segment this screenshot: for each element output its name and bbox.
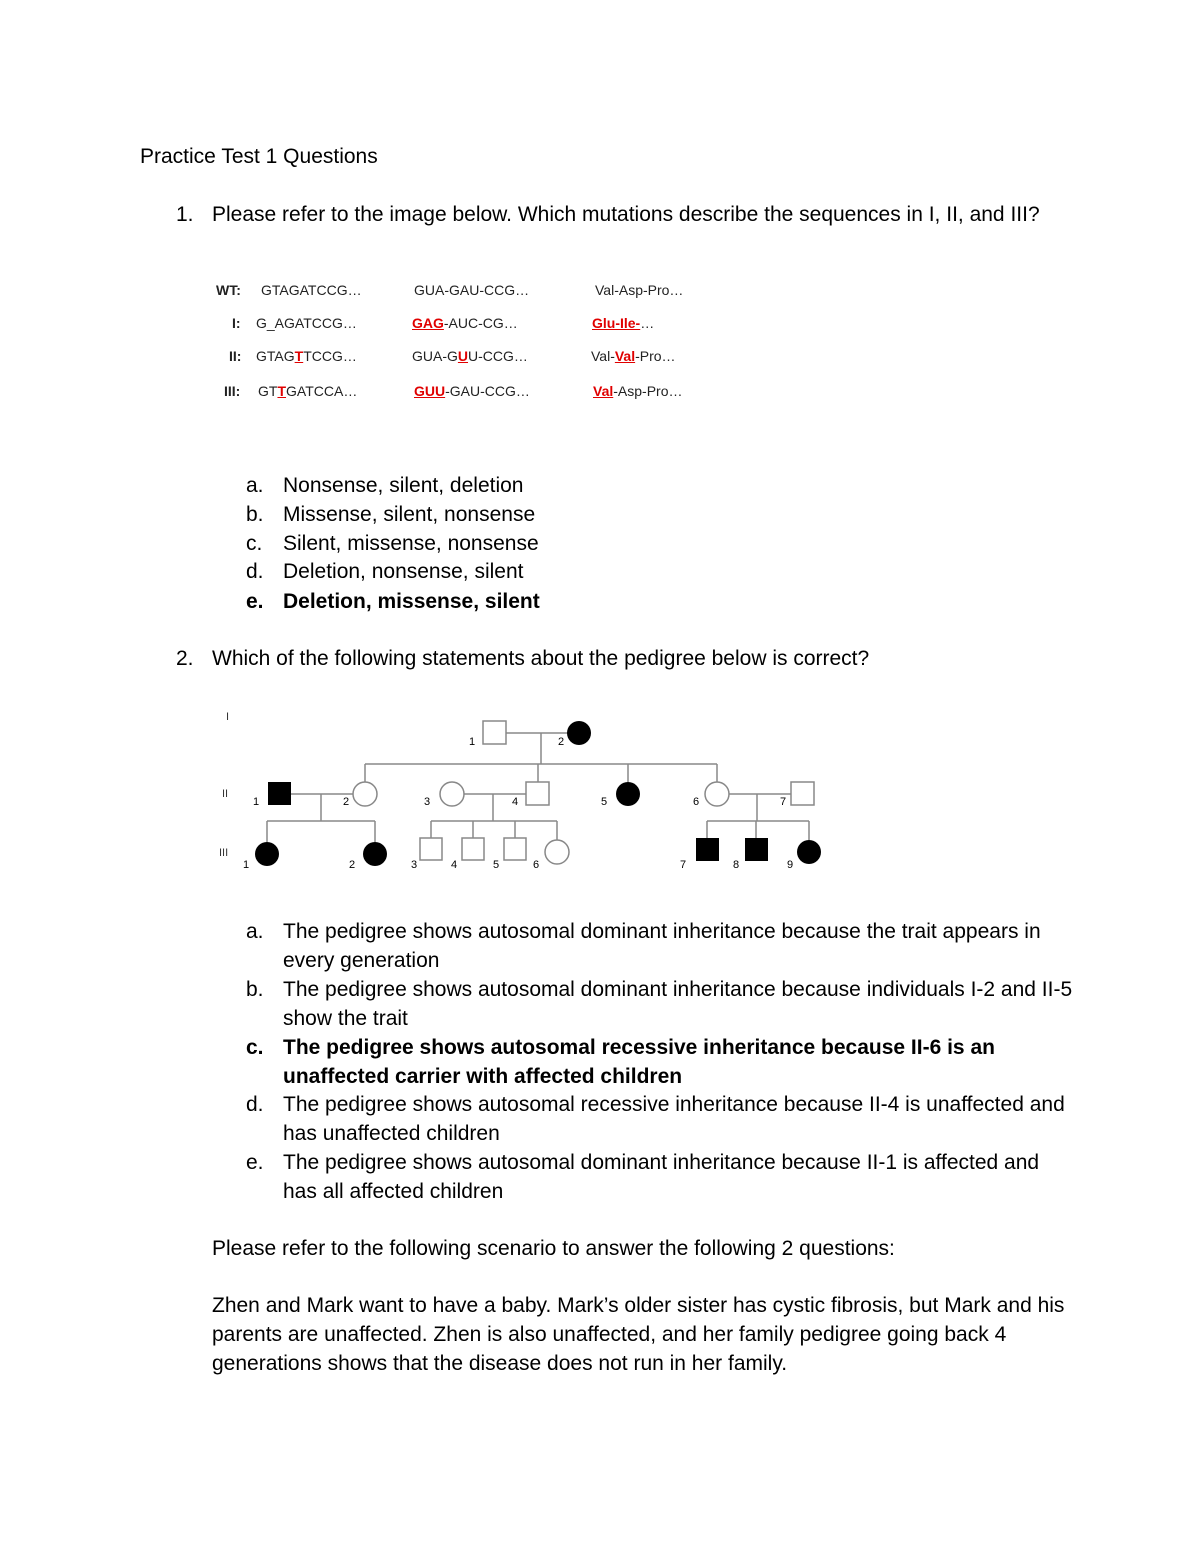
row-ii-protein-mutant: Val [614,348,636,364]
row-ii-rna-a: GUA-G [412,348,458,364]
row-i-rna-rest: -AUC-CG… [443,315,518,331]
q2-option-a: The pedigree shows autosomal dominant inheritance because the trait appears in every generation [283,920,1041,972]
label-gen1-1: 1 [469,736,476,748]
gen3-male-8-affected [745,838,768,861]
q2-option-c-letter: c. [246,1036,264,1059]
q1-option-a-letter: a. [246,474,264,497]
q1-option-a: Nonsense, silent, deletion [283,474,524,497]
row-ii-rna-mutant: U [457,348,469,364]
generation-label-i: I [226,711,230,723]
label-gen2-6: 6 [693,796,700,808]
row-wt-label: WT: [216,282,241,298]
q2-text: Which of the following statements about the pedigree below is correct? [212,647,870,670]
gen3-male-3 [420,838,442,860]
q1-option-b-letter: b. [246,503,264,526]
q1-option-c-letter: c. [246,532,263,555]
q2-option-a-letter: a. [246,920,264,943]
gen2-male-7 [791,782,814,805]
q1-option-d-letter: d. [246,560,264,583]
row-i-protein-mutant: Glu-Ile- [592,315,641,331]
row-ii-dna-a: GTAG [256,348,295,364]
gen3-male-4 [462,838,484,860]
gen1-male-1 [483,721,506,744]
gen1-female-2 [567,721,591,745]
gen2-male-4 [526,782,549,805]
q1-option-c: Silent, missense, nonsense [283,532,539,555]
row-ii-label: II: [229,348,242,364]
gen3-female-9-affected [797,840,821,864]
row-i-label: I: [232,315,241,331]
q2-option-c: The pedigree shows autosomal recessive inheritance because II-6 is an unaffected carrier with affected children [283,1036,995,1088]
row-iii-dna-a: GT [258,383,278,399]
label-gen3-7: 7 [680,859,687,871]
gen2-female-6 [705,782,729,806]
label-gen2-4: 4 [512,796,519,808]
q2-option-b: The pedigree shows autosomal dominant inheritance because individuals I-2 and II-5 show the trait [283,978,1073,1030]
generation-label-ii: II [222,788,229,800]
q2-option-d: The pedigree shows autosomal recessive inheritance because II-4 is unaffected and has unaffected children [283,1093,1065,1145]
q2-option-e: The pedigree shows autosomal dominant inheritance because II-1 is affected and has all affected children [283,1151,1040,1203]
row-ii-dna-mutant: T [294,348,304,364]
row-wt-protein: Val-Asp-Pro… [595,282,684,298]
generation-label-iii: III [219,847,229,859]
label-gen3-4: 4 [451,859,458,871]
gen2-female-2 [353,782,377,806]
scenario-intro: Please refer to the following scenario to answer the following 2 questions: [212,1237,895,1260]
row-i-protein-rest: … [640,315,655,331]
label-gen2-5: 5 [601,796,608,808]
row-iii-protein-mutant: Val [593,383,614,399]
gen3-male-7-affected [696,838,719,861]
row-iii-protein-rest: -Asp-Pro… [613,383,683,399]
label-gen1-2: 2 [558,736,565,748]
gen3-female-6 [545,840,569,864]
q2-number: 2. [176,647,194,670]
row-iii-rna-rest: -GAU-CCG… [445,383,530,399]
row-iii-rna-mutant: GUU [414,383,446,399]
label-gen3-9: 9 [787,859,794,871]
label-gen2-2: 2 [343,796,350,808]
q1-number: 1. [176,203,194,226]
row-ii-protein-b: -Pro… [635,348,676,364]
row-iii-label: III: [224,383,241,399]
row-i-rna-mutant: GAG [412,315,444,331]
label-gen3-8: 8 [733,859,740,871]
q1-text: Please refer to the image below. Which mutations describe the sequences in I, II, and III? [212,203,1040,226]
row-i-dna: G_AGATCCG… [256,315,357,331]
q2-option-d-letter: d. [246,1093,264,1116]
label-gen2-1: 1 [253,796,260,808]
row-iii-dna-mutant: T [277,383,287,399]
q2-option-b-letter: b. [246,978,264,1001]
row-iii-dna-b: GATCCA… [286,383,358,399]
row-wt-rna: GUA-GAU-CCG… [414,282,530,298]
row-wt-dna: GTAGATCCG… [261,282,362,298]
gen2-female-5-affected [616,782,640,806]
page-title: Practice Test 1 Questions [140,145,378,168]
label-gen3-5: 5 [493,859,500,871]
scenario-text: Zhen and Mark want to have a baby. Mark’s older sister has cystic fibrosis, but Mark and his parents are unaffected. Zhen is also unaffected, and her family pedigree going back 4 generations shows that the disease does not run in her family. [212,1294,1065,1375]
gen2-male-1-affected [268,782,291,805]
row-ii-dna-b: TCCG… [303,348,357,364]
gen2-female-3 [440,782,464,806]
q1-option-b: Missense, silent, nonsense [283,503,536,526]
row-ii-rna-b: U-CCG… [468,348,528,364]
label-gen2-3: 3 [424,796,431,808]
gen3-female-2-affected [363,842,387,866]
label-gen3-6: 6 [533,859,540,871]
q1-option-d: Deletion, nonsense, silent [283,560,524,583]
q1-option-e-letter: e. [246,590,264,613]
label-gen3-2: 2 [349,859,356,871]
gen3-male-5 [504,838,526,860]
row-ii-protein-a: Val- [591,348,615,364]
q2-option-e-letter: e. [246,1151,264,1174]
label-gen3-1: 1 [243,859,250,871]
gen3-female-1-affected [255,842,279,866]
q1-option-e: Deletion, missense, silent [283,590,540,613]
label-gen2-7: 7 [780,796,787,808]
label-gen3-3: 3 [411,859,418,871]
